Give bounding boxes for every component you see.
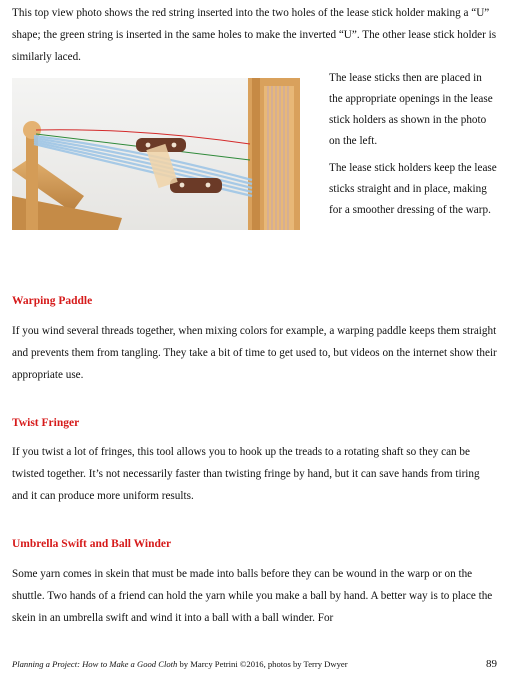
section-body-warping-paddle: If you wind several threads together, when mixing colors for example, a warping paddle keeps them straight and prevents them from tangling. They take a bit of time to get used to, but videos on the internet show their appropriate use.: [12, 325, 497, 381]
intro-paragraph: This top view photo shows the red string inserted into the two holes of the lease stick holder making a “U” shape; the green string is inserted in the same holes to make the inverted “U”. The other lease stick holder is similarly laced.: [12, 7, 497, 63]
side-text-column: [329, 68, 497, 221]
loom-photo-illustration: [12, 78, 300, 230]
section-heading-warping-paddle: Warping Paddle: [12, 295, 93, 307]
page-number: 89: [486, 658, 497, 670]
section-heading-umbrella-swift: Umbrella Swift and Ball Winder: [12, 538, 172, 550]
lease-stick-holder-photo: [12, 78, 300, 230]
footer-credit: by Marcy Petrini ©2016, photos by Terry Dwyer: [177, 659, 348, 669]
page-footer: [12, 658, 497, 670]
side-paragraph: The lease sticks then are placed in the appropriate openings in the lease stick holders as shown in the photo on the left.: [329, 72, 493, 147]
footer-citation: [12, 659, 348, 669]
section-heading-twist-fringer: Twist Fringer: [12, 417, 80, 429]
footer-title: Planning a Project: How to Make a Good Cloth: [12, 659, 178, 669]
section-body-twist-fringer: If you twist a lot of fringes, this tool allows you to hook up the treads to a rotating shaft so they can be twisted together. It’s not necessarily faster than twisting fringe by hand, but it can save hands from tiring and it can produce more uniform results.: [12, 446, 480, 502]
section-body-umbrella-swift: Some yarn comes in skein that must be made into balls before they can be wound in the warp or on the shuttle. Two hands of a friend can hold the yarn while you make a ball by hand. A better way is to place the skein in an umbrella swift and wind it into a ball with a ball winder. For: [12, 568, 493, 624]
side-paragraph: The lease stick holders keep the lease sticks straight and in place, making for a smoother dressing of the warp.: [329, 162, 497, 216]
